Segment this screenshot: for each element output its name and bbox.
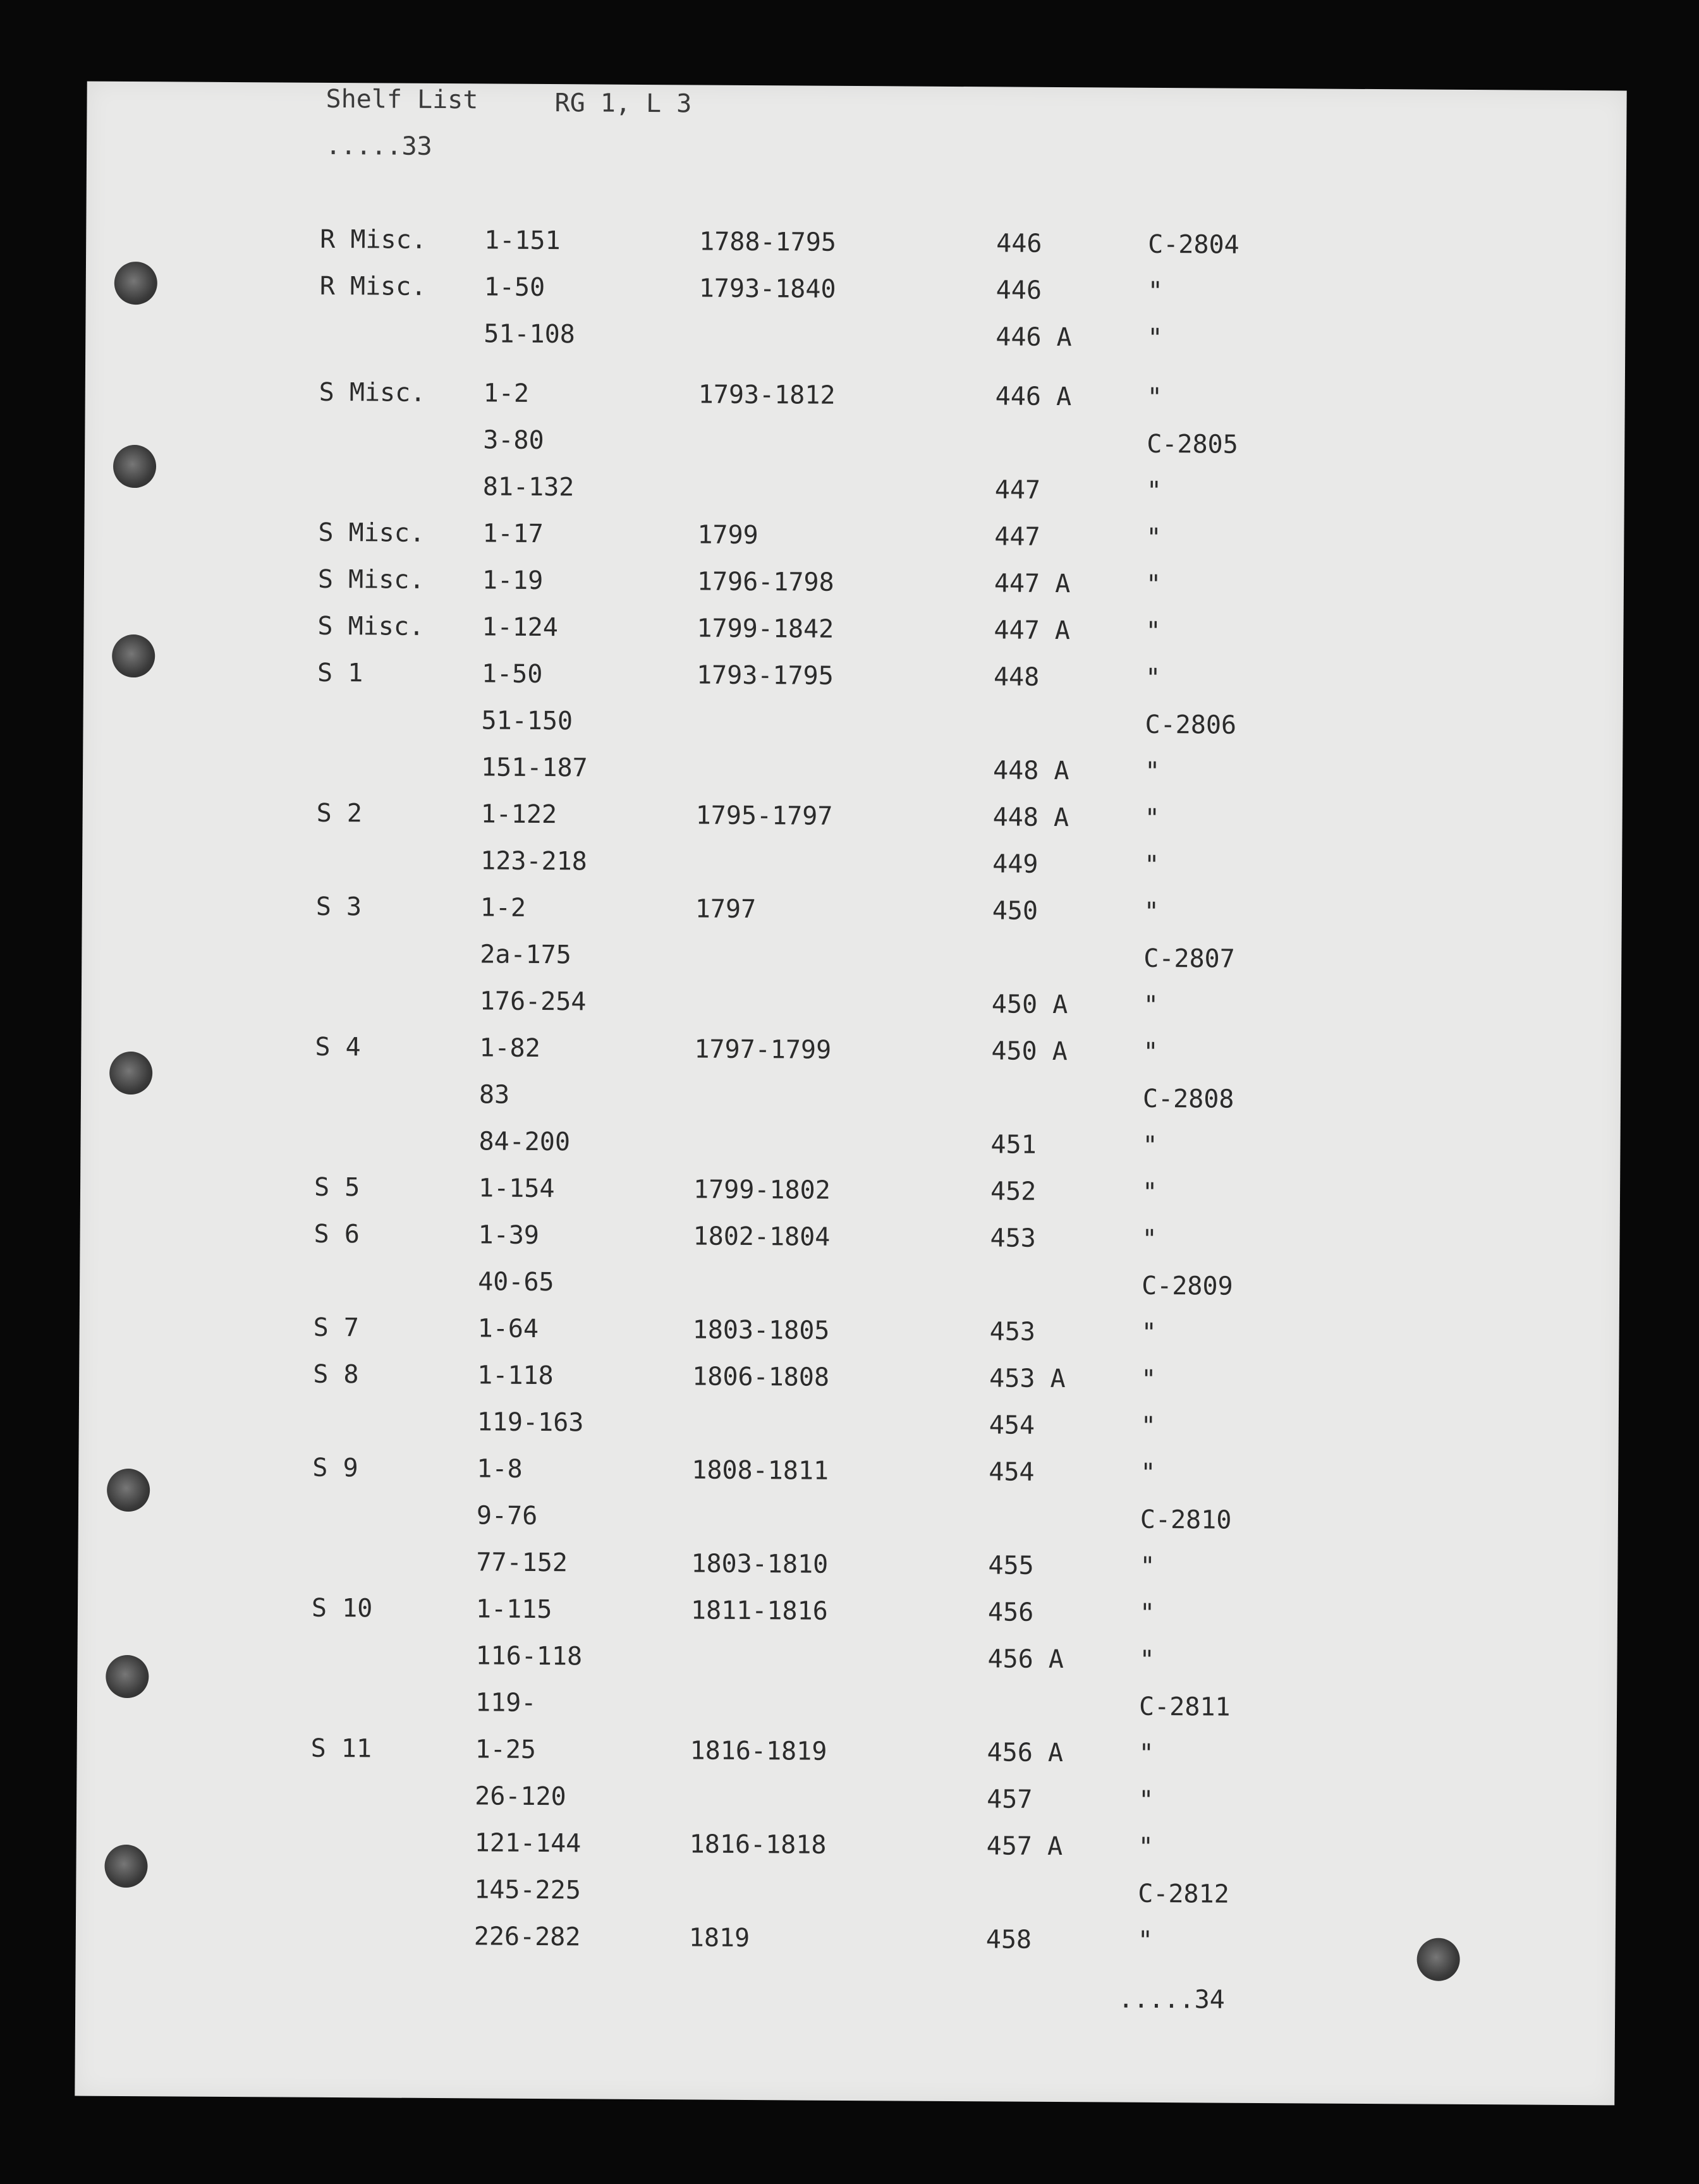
page-reference: .....33 — [326, 131, 432, 161]
reel-cell: " — [1141, 1364, 1157, 1394]
range-cell: 84-200 — [478, 1127, 571, 1157]
box-cell: 453 — [989, 1317, 1036, 1347]
range-cell: 1-115 — [475, 1594, 552, 1625]
reel-cell: " — [1145, 569, 1162, 599]
series-cell: S 5 — [314, 1172, 360, 1203]
box-cell: 446 — [996, 229, 1042, 258]
range-cell: 1-25 — [475, 1735, 537, 1764]
reel-cell: " — [1147, 323, 1163, 353]
series-cell: R Misc. — [320, 224, 427, 255]
box-cell: 453 A — [989, 1364, 1066, 1394]
range-cell: 1-122 — [480, 799, 557, 830]
range-cell: 1-8 — [477, 1454, 523, 1484]
table-row — [76, 1922, 1616, 1963]
box-cell: 448 A — [992, 803, 1069, 833]
reel-cell: C-2805 — [1147, 429, 1238, 459]
years-cell: 1802-1804 — [693, 1222, 831, 1252]
box-cell: 450 A — [991, 990, 1068, 1020]
table-row — [80, 1314, 1619, 1355]
range-cell: 176-254 — [479, 986, 587, 1017]
table-row — [86, 272, 1626, 313]
range-cell: 1-64 — [477, 1314, 539, 1344]
table-row — [78, 1454, 1618, 1495]
range-cell: 81-132 — [482, 472, 575, 502]
range-cell: 1-154 — [478, 1174, 555, 1204]
years-cell: 1795-1797 — [695, 801, 833, 831]
box-cell: 447 A — [994, 569, 1071, 599]
reel-cell: " — [1142, 1131, 1158, 1160]
reel-cell: C-2811 — [1138, 1692, 1231, 1722]
series-cell: S Misc. — [319, 377, 426, 408]
table-row — [82, 940, 1621, 981]
box-cell: 457 — [987, 1785, 1033, 1814]
box-cell: 448 A — [992, 756, 1069, 786]
range-cell: 1-19 — [482, 566, 544, 596]
reel-cell: " — [1143, 897, 1159, 926]
series-cell: S Misc. — [318, 518, 425, 548]
range-cell: 1-2 — [483, 379, 530, 408]
years-cell: 1796-1798 — [697, 567, 834, 597]
series-cell: S 9 — [312, 1453, 358, 1483]
reel-cell: C-2806 — [1145, 710, 1237, 740]
range-cell: 1-50 — [481, 659, 543, 689]
box-cell: 456 — [987, 1598, 1034, 1627]
years-cell: 1797 — [695, 894, 757, 925]
reel-cell: " — [1138, 1738, 1154, 1768]
table-row — [85, 472, 1624, 513]
shelf-list-title: Shelf List — [326, 84, 478, 115]
box-cell: 456 A — [987, 1644, 1064, 1675]
years-cell: 1803-1805 — [692, 1315, 830, 1345]
range-cell: 1-118 — [477, 1361, 554, 1391]
reel-cell: " — [1137, 1926, 1154, 1955]
reel-cell: " — [1145, 663, 1161, 693]
box-cell: 458 — [985, 1925, 1032, 1955]
range-cell: 1-39 — [478, 1220, 540, 1250]
reel-cell: " — [1140, 1458, 1156, 1488]
years-cell: 1811-1816 — [690, 1596, 828, 1626]
table-row — [78, 1594, 1617, 1635]
range-cell: 1-2 — [480, 893, 527, 923]
table-row — [82, 893, 1622, 934]
series-cell: S 6 — [314, 1219, 360, 1249]
table-row — [80, 1267, 1619, 1308]
table-row — [77, 1641, 1617, 1682]
reel-cell: " — [1140, 1551, 1155, 1581]
range-cell: 121-144 — [474, 1828, 582, 1859]
table-row — [84, 519, 1624, 560]
box-cell: 446 — [996, 276, 1042, 305]
series-cell: S 7 — [313, 1313, 360, 1343]
table-row — [76, 1875, 1616, 1916]
table-row — [85, 319, 1625, 360]
years-cell: 1797-1799 — [694, 1034, 832, 1065]
reel-cell: " — [1139, 1598, 1155, 1628]
table-row — [78, 1548, 1617, 1589]
years-cell: 1788-1795 — [699, 227, 837, 257]
box-cell: 449 — [992, 849, 1038, 879]
reel-cell: " — [1141, 1318, 1157, 1347]
reel-cell: C-2812 — [1138, 1879, 1229, 1909]
years-cell: 1793-1840 — [698, 274, 836, 304]
box-cell: 456 A — [987, 1738, 1064, 1768]
reel-cell: C-2807 — [1143, 943, 1235, 974]
reel-cell: " — [1144, 756, 1160, 786]
reel-cell: " — [1147, 382, 1162, 412]
box-cell: 450 — [992, 896, 1038, 926]
table-row — [83, 799, 1623, 840]
box-cell: 454 — [989, 1410, 1035, 1440]
range-cell: 151-187 — [480, 753, 588, 783]
table-row — [85, 379, 1625, 420]
range-cell: 123-218 — [480, 846, 587, 877]
range-cell: 51-108 — [484, 319, 575, 349]
next-page-reference: .....34 — [1118, 1984, 1225, 2015]
years-cell: 1799 — [697, 520, 758, 550]
years-cell: 1803-1810 — [691, 1549, 829, 1579]
range-cell: 83 — [478, 1080, 510, 1110]
record-group-label: RG 1, L 3 — [554, 88, 692, 119]
box-cell: 457 A — [986, 1831, 1063, 1862]
document-page — [75, 82, 1626, 2106]
table-row — [80, 1174, 1620, 1215]
reel-cell: " — [1140, 1411, 1157, 1441]
reel-cell: " — [1143, 1037, 1159, 1067]
table-row — [81, 1033, 1621, 1074]
reel-cell: C-2809 — [1142, 1271, 1233, 1301]
table-row — [81, 1080, 1621, 1121]
table-row — [83, 753, 1623, 794]
series-cell: S 4 — [315, 1032, 361, 1062]
box-cell: 450 A — [991, 1036, 1068, 1067]
box-cell: 453 — [990, 1223, 1036, 1253]
table-row — [79, 1407, 1619, 1448]
range-cell: 26-120 — [475, 1781, 566, 1812]
range-cell: 3-80 — [483, 425, 544, 456]
series-cell: S 8 — [313, 1359, 359, 1390]
table-row — [78, 1501, 1618, 1542]
reel-cell: " — [1138, 1832, 1154, 1862]
box-cell: 447 A — [994, 616, 1071, 646]
series-cell: S 10 — [311, 1593, 373, 1623]
years-cell: 1819 — [688, 1923, 750, 1953]
series-cell: R Misc. — [319, 271, 427, 301]
table-row — [83, 659, 1623, 700]
range-cell: 1-17 — [482, 519, 544, 549]
reel-cell: " — [1147, 276, 1163, 306]
years-cell: 1793-1795 — [696, 660, 834, 691]
series-cell: S 11 — [310, 1733, 372, 1764]
series-cell: S 1 — [317, 658, 363, 688]
years-cell: 1799-1842 — [697, 614, 834, 644]
range-cell: 51-150 — [481, 706, 573, 736]
range-cell: 116-118 — [475, 1641, 583, 1671]
table-row — [82, 846, 1622, 887]
table-row — [76, 1735, 1616, 1776]
table-row — [79, 1361, 1619, 1402]
table-row — [76, 1828, 1616, 1869]
years-cell: 1793-1812 — [698, 380, 836, 410]
range-cell: 226-282 — [473, 1922, 581, 1952]
box-cell: 447 — [994, 475, 1041, 505]
table-row — [76, 1781, 1616, 1823]
reel-cell: " — [1144, 850, 1160, 880]
range-cell: 1-124 — [482, 612, 559, 643]
range-cell: 1-82 — [479, 1033, 540, 1063]
range-cell: 119- — [475, 1688, 537, 1718]
range-cell: 77-152 — [476, 1548, 568, 1578]
box-cell: 448 — [993, 662, 1040, 692]
table-row — [86, 226, 1626, 267]
reel-cell: C-2804 — [1148, 229, 1239, 260]
box-cell: 447 — [994, 522, 1040, 552]
series-cell: S 3 — [315, 892, 362, 922]
range-cell: 40-65 — [478, 1267, 554, 1297]
range-cell: 145-225 — [474, 1875, 582, 1905]
reel-cell: " — [1138, 1785, 1154, 1815]
box-cell: 446 A — [995, 382, 1072, 412]
table-row — [82, 986, 1621, 1028]
table-row — [85, 425, 1624, 466]
reel-cell: C-2808 — [1142, 1084, 1234, 1114]
range-cell: 119-163 — [477, 1407, 584, 1438]
box-cell: 452 — [990, 1177, 1037, 1206]
box-cell: 451 — [990, 1130, 1037, 1160]
table-row — [77, 1688, 1617, 1729]
years-cell: 1816-1819 — [690, 1736, 827, 1766]
box-cell: 454 — [989, 1457, 1035, 1487]
years-cell: 1799-1802 — [693, 1175, 831, 1205]
series-cell: S Misc. — [317, 611, 425, 641]
years-cell: 1808-1811 — [691, 1455, 829, 1486]
series-cell: S 2 — [316, 798, 363, 828]
reel-cell: " — [1142, 1224, 1157, 1254]
table-row — [80, 1127, 1620, 1168]
series-cell: S Misc. — [317, 564, 425, 595]
range-cell: 2a-175 — [480, 940, 571, 970]
reel-cell: " — [1146, 523, 1162, 552]
table-row — [83, 612, 1623, 653]
reel-cell: C-2810 — [1140, 1505, 1232, 1535]
box-cell: 455 — [988, 1551, 1034, 1580]
years-cell: 1806-1808 — [692, 1362, 830, 1392]
box-cell: 446 A — [996, 322, 1072, 353]
table-row — [83, 706, 1623, 747]
reel-cell: " — [1146, 476, 1162, 506]
reel-cell: " — [1139, 1645, 1155, 1675]
reel-cell: " — [1144, 803, 1160, 833]
table-row — [84, 566, 1624, 607]
reel-cell: " — [1143, 990, 1159, 1020]
range-cell: 9-76 — [476, 1501, 538, 1531]
reel-cell: " — [1142, 1177, 1158, 1207]
years-cell: 1816-1818 — [689, 1829, 827, 1860]
range-cell: 1-151 — [484, 226, 561, 256]
range-cell: 1-50 — [484, 272, 545, 303]
table-row — [80, 1220, 1619, 1261]
reel-cell: " — [1145, 616, 1161, 646]
